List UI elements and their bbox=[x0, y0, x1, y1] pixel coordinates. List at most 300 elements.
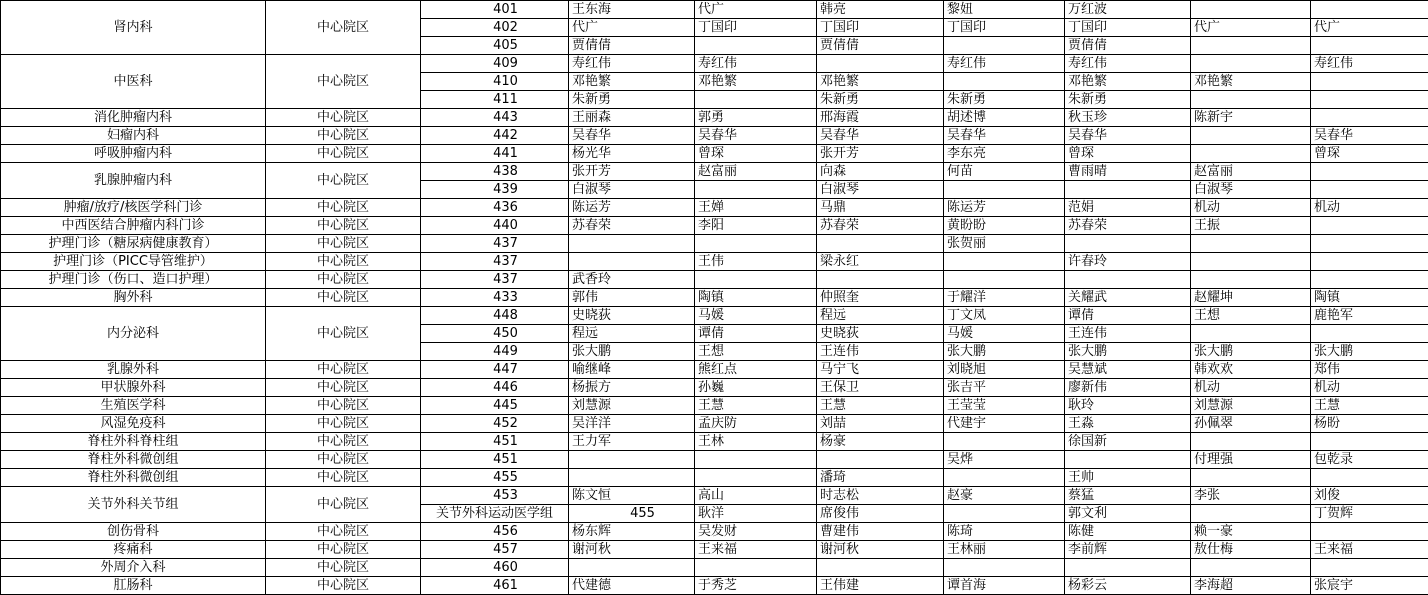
department-cell: 疼痛科 bbox=[1, 541, 266, 559]
campus-cell: 中心院区 bbox=[266, 217, 421, 235]
doctor-cell: 机动 bbox=[1191, 199, 1311, 217]
doctor-cell: 刘喆 bbox=[817, 415, 944, 433]
room-number-cell: 455 bbox=[569, 505, 695, 523]
table-row bbox=[1, 397, 1428, 415]
doctor-cell: 苏春荣 bbox=[569, 217, 695, 235]
doctor-cell: 刘俊 bbox=[1311, 487, 1428, 505]
doctor-cell: 郭勇 bbox=[695, 109, 817, 127]
doctor-cell: 范娟 bbox=[1065, 199, 1191, 217]
doctor-cell: 李东亮 bbox=[944, 145, 1065, 163]
doctor-cell bbox=[817, 55, 944, 73]
doctor-cell: 邓艳繁 bbox=[1065, 73, 1191, 91]
table-row bbox=[1, 487, 1428, 505]
doctor-cell: 耿玲 bbox=[1065, 397, 1191, 415]
doctor-cell: 程远 bbox=[569, 325, 695, 343]
doctor-cell bbox=[695, 469, 817, 487]
doctor-cell: 王来福 bbox=[1311, 541, 1428, 559]
doctor-cell: 丁文凤 bbox=[944, 307, 1065, 325]
doctor-cell: 陈新宇 bbox=[1191, 109, 1311, 127]
room-number-cell: 450 bbox=[421, 325, 569, 343]
doctor-cell bbox=[1311, 325, 1428, 343]
doctor-cell: 郭文利 bbox=[1065, 505, 1191, 523]
doctor-cell: 徐国新 bbox=[1065, 433, 1191, 451]
doctor-cell: 杨盼 bbox=[1311, 415, 1428, 433]
doctor-cell: 时志松 bbox=[817, 487, 944, 505]
department-cell: 胸外科 bbox=[1, 289, 266, 307]
doctor-cell: 张宸宇 bbox=[1311, 577, 1428, 595]
department-cell: 乳腺肿瘤内科 bbox=[1, 163, 266, 199]
table-row bbox=[1, 127, 1428, 145]
room-number-cell: 411 bbox=[421, 91, 569, 109]
department-cell: 肾内科 bbox=[1, 1, 266, 55]
doctor-cell bbox=[1191, 271, 1311, 289]
doctor-cell bbox=[695, 37, 817, 55]
doctor-cell: 于秀芝 bbox=[695, 577, 817, 595]
doctor-cell: 王力军 bbox=[569, 433, 695, 451]
doctor-cell: 曾琛 bbox=[695, 145, 817, 163]
doctor-cell: 白淑琴 bbox=[1191, 181, 1311, 199]
doctor-cell: 李前辉 bbox=[1065, 541, 1191, 559]
doctor-cell: 黎妞 bbox=[944, 1, 1065, 19]
doctor-cell: 邓艳繁 bbox=[569, 73, 695, 91]
doctor-cell: 寿红伟 bbox=[569, 55, 695, 73]
doctor-cell: 陈运芳 bbox=[944, 199, 1065, 217]
doctor-cell bbox=[1311, 181, 1428, 199]
doctor-cell: 曹建伟 bbox=[817, 523, 944, 541]
table-row bbox=[1, 109, 1428, 127]
table-row bbox=[1, 361, 1428, 379]
campus-cell: 中心院区 bbox=[266, 559, 421, 577]
campus-cell: 中心院区 bbox=[266, 469, 421, 487]
doctor-cell: 谭倩 bbox=[695, 325, 817, 343]
room-number-cell: 457 bbox=[421, 541, 569, 559]
doctor-cell bbox=[1065, 451, 1191, 469]
room-number-cell: 455 bbox=[421, 469, 569, 487]
room-number-cell: 446 bbox=[421, 379, 569, 397]
doctor-cell bbox=[1191, 37, 1311, 55]
department-cell: 脊柱外科微创组 bbox=[1, 469, 266, 487]
department-cell: 脊柱外科微创组 bbox=[1, 451, 266, 469]
doctor-cell bbox=[1065, 235, 1191, 253]
doctor-cell: 赵耀坤 bbox=[1191, 289, 1311, 307]
doctor-cell: 喻继峰 bbox=[569, 361, 695, 379]
campus-cell: 中心院区 bbox=[266, 577, 421, 595]
campus-cell: 中心院区 bbox=[266, 271, 421, 289]
doctor-cell bbox=[695, 235, 817, 253]
doctor-cell bbox=[1065, 271, 1191, 289]
doctor-cell: 朱新勇 bbox=[1065, 91, 1191, 109]
doctor-cell: 王慧 bbox=[1311, 397, 1428, 415]
campus-cell: 中心院区 bbox=[266, 235, 421, 253]
department-cell: 护理门诊（糖尿病健康教育） bbox=[1, 235, 266, 253]
doctor-cell: 胡述博 bbox=[944, 109, 1065, 127]
doctor-cell bbox=[1191, 91, 1311, 109]
doctor-cell bbox=[569, 469, 695, 487]
doctor-cell bbox=[695, 559, 817, 577]
doctor-cell: 吴洋洋 bbox=[569, 415, 695, 433]
doctor-cell: 朱新勇 bbox=[944, 91, 1065, 109]
doctor-cell: 张大鹏 bbox=[569, 343, 695, 361]
room-number-cell: 405 bbox=[421, 37, 569, 55]
doctor-cell: 王丽森 bbox=[569, 109, 695, 127]
doctor-cell: 关耀武 bbox=[1065, 289, 1191, 307]
doctor-cell: 王振 bbox=[1191, 217, 1311, 235]
doctor-cell: 机动 bbox=[1311, 199, 1428, 217]
table-row bbox=[1, 271, 1428, 289]
doctor-cell: 张开芳 bbox=[569, 163, 695, 181]
doctor-cell: 王淼 bbox=[1065, 415, 1191, 433]
doctor-cell: 陈健 bbox=[1065, 523, 1191, 541]
doctor-cell: 史晓荻 bbox=[569, 307, 695, 325]
room-number-cell: 439 bbox=[421, 181, 569, 199]
doctor-cell: 张贺丽 bbox=[944, 235, 1065, 253]
department-cell: 护理门诊（伤口、造口护理） bbox=[1, 271, 266, 289]
doctor-cell: 史晓荻 bbox=[817, 325, 944, 343]
department-cell: 乳腺外科 bbox=[1, 361, 266, 379]
campus-cell: 中心院区 bbox=[266, 1, 421, 55]
doctor-cell: 李海超 bbox=[1191, 577, 1311, 595]
room-number-cell: 448 bbox=[421, 307, 569, 325]
doctor-cell: 孙佩翠 bbox=[1191, 415, 1311, 433]
room-number-cell: 440 bbox=[421, 217, 569, 235]
doctor-cell bbox=[1311, 253, 1428, 271]
doctor-cell: 丁国印 bbox=[695, 19, 817, 37]
doctor-cell bbox=[695, 451, 817, 469]
doctor-cell: 王林丽 bbox=[944, 541, 1065, 559]
doctor-cell: 王连伟 bbox=[1065, 325, 1191, 343]
doctor-cell: 刘慧源 bbox=[569, 397, 695, 415]
table-row bbox=[1, 163, 1428, 181]
doctor-cell: 丁国印 bbox=[944, 19, 1065, 37]
doctor-cell: 代广 bbox=[1311, 19, 1428, 37]
doctor-cell: 曹雨晴 bbox=[1065, 163, 1191, 181]
doctor-cell: 吴慧斌 bbox=[1065, 361, 1191, 379]
doctor-cell: 秋玉珍 bbox=[1065, 109, 1191, 127]
doctor-cell bbox=[1191, 325, 1311, 343]
doctor-cell: 韩欢欢 bbox=[1191, 361, 1311, 379]
doctor-cell: 张开芳 bbox=[817, 145, 944, 163]
table-row bbox=[1, 199, 1428, 217]
doctor-cell: 丁国印 bbox=[817, 19, 944, 37]
doctor-cell: 张大鹏 bbox=[1311, 343, 1428, 361]
table-row bbox=[1, 379, 1428, 397]
room-number-cell: 451 bbox=[421, 451, 569, 469]
doctor-cell: 敖仕梅 bbox=[1191, 541, 1311, 559]
doctor-cell: 曾琛 bbox=[1065, 145, 1191, 163]
room-number-cell: 437 bbox=[421, 235, 569, 253]
doctor-cell: 刘慧源 bbox=[1191, 397, 1311, 415]
doctor-cell: 熊红点 bbox=[695, 361, 817, 379]
table-row bbox=[1, 469, 1428, 487]
doctor-cell: 邓艳繁 bbox=[1191, 73, 1311, 91]
doctor-cell: 武香玲 bbox=[569, 271, 695, 289]
campus-cell: 中心院区 bbox=[266, 127, 421, 145]
doctor-cell: 潘琦 bbox=[817, 469, 944, 487]
doctor-cell: 王东海 bbox=[569, 1, 695, 19]
table-row bbox=[1, 451, 1428, 469]
doctor-cell: 邓艳繁 bbox=[695, 73, 817, 91]
campus-cell: 中心院区 bbox=[266, 289, 421, 307]
doctor-cell bbox=[1311, 109, 1428, 127]
doctor-cell bbox=[817, 559, 944, 577]
doctor-cell bbox=[695, 271, 817, 289]
department-cell: 关节外科关节组 bbox=[1, 487, 266, 523]
doctor-cell: 朱新勇 bbox=[817, 91, 944, 109]
doctor-cell: 王连伟 bbox=[817, 343, 944, 361]
doctor-cell: 曾琛 bbox=[1311, 145, 1428, 163]
table-row bbox=[1, 289, 1428, 307]
room-number-cell: 410 bbox=[421, 73, 569, 91]
doctor-cell: 马媛 bbox=[944, 325, 1065, 343]
department-cell: 生殖医学科 bbox=[1, 397, 266, 415]
doctor-cell: 吴春华 bbox=[569, 127, 695, 145]
campus-cell: 中心院区 bbox=[266, 109, 421, 127]
doctor-cell: 刘晓旭 bbox=[944, 361, 1065, 379]
doctor-cell: 向森 bbox=[817, 163, 944, 181]
doctor-cell bbox=[1191, 433, 1311, 451]
room-number-cell: 437 bbox=[421, 253, 569, 271]
doctor-cell: 邓艳繁 bbox=[817, 73, 944, 91]
doctor-cell bbox=[1311, 271, 1428, 289]
doctor-cell: 韩亮 bbox=[817, 1, 944, 19]
doctor-cell: 张大鹏 bbox=[1191, 343, 1311, 361]
campus-cell: 中心院区 bbox=[266, 487, 421, 523]
doctor-cell: 代建宇 bbox=[944, 415, 1065, 433]
doctor-cell: 李阳 bbox=[695, 217, 817, 235]
doctor-cell bbox=[944, 559, 1065, 577]
doctor-cell: 吴春华 bbox=[944, 127, 1065, 145]
doctor-cell: 寿红伟 bbox=[1311, 55, 1428, 73]
room-number-cell: 442 bbox=[421, 127, 569, 145]
doctor-cell: 梁永红 bbox=[817, 253, 944, 271]
doctor-cell: 丁贺辉 bbox=[1311, 505, 1428, 523]
doctor-cell: 寿红伟 bbox=[944, 55, 1065, 73]
campus-cell: 中心院区 bbox=[266, 199, 421, 217]
doctor-cell: 代广 bbox=[1191, 19, 1311, 37]
doctor-cell: 谭首海 bbox=[944, 577, 1065, 595]
room-number-cell: 447 bbox=[421, 361, 569, 379]
table-row bbox=[1, 541, 1428, 559]
doctor-cell: 杨光华 bbox=[569, 145, 695, 163]
doctor-cell bbox=[944, 73, 1065, 91]
doctor-cell: 王伟建 bbox=[817, 577, 944, 595]
doctor-cell: 鹿艳军 bbox=[1311, 307, 1428, 325]
doctor-cell: 张吉平 bbox=[944, 379, 1065, 397]
room-number-cell: 437 bbox=[421, 271, 569, 289]
doctor-cell: 王慧 bbox=[695, 397, 817, 415]
doctor-cell: 杨振方 bbox=[569, 379, 695, 397]
table-row bbox=[1, 145, 1428, 163]
doctor-cell: 丁国印 bbox=[1065, 19, 1191, 37]
department-cell: 中西医结合肿瘤内科门诊 bbox=[1, 217, 266, 235]
doctor-cell: 付理强 bbox=[1191, 451, 1311, 469]
doctor-cell: 吴发财 bbox=[695, 523, 817, 541]
doctor-cell bbox=[1191, 127, 1311, 145]
campus-cell: 中心院区 bbox=[266, 253, 421, 271]
doctor-cell bbox=[944, 253, 1065, 271]
doctor-cell bbox=[1311, 235, 1428, 253]
room-number-cell: 452 bbox=[421, 415, 569, 433]
doctor-cell: 郑伟 bbox=[1311, 361, 1428, 379]
campus-cell: 中心院区 bbox=[266, 523, 421, 541]
doctor-cell bbox=[817, 451, 944, 469]
campus-cell: 中心院区 bbox=[266, 163, 421, 199]
department-cell: 肿瘤/放疗/核医学科门诊 bbox=[1, 199, 266, 217]
department-cell: 消化肿瘤内科 bbox=[1, 109, 266, 127]
doctor-cell bbox=[569, 559, 695, 577]
doctor-cell: 贾倩倩 bbox=[817, 37, 944, 55]
doctor-cell: 何苗 bbox=[944, 163, 1065, 181]
table-row bbox=[1, 307, 1428, 325]
doctor-cell: 代广 bbox=[695, 1, 817, 19]
doctor-cell bbox=[1311, 91, 1428, 109]
doctor-cell bbox=[944, 37, 1065, 55]
doctor-cell: 吴春华 bbox=[817, 127, 944, 145]
doctor-cell bbox=[1311, 559, 1428, 577]
doctor-cell: 包乾录 bbox=[1311, 451, 1428, 469]
doctor-cell: 机动 bbox=[1311, 379, 1428, 397]
room-number-cell: 438 bbox=[421, 163, 569, 181]
doctor-cell bbox=[1191, 145, 1311, 163]
department-cell: 关节外科运动医学组 bbox=[421, 505, 569, 523]
doctor-cell: 白淑琴 bbox=[817, 181, 944, 199]
doctor-cell: 王想 bbox=[1191, 307, 1311, 325]
doctor-cell: 邢海霞 bbox=[817, 109, 944, 127]
doctor-cell: 马媛 bbox=[695, 307, 817, 325]
doctor-cell: 张大鹏 bbox=[944, 343, 1065, 361]
room-number-cell: 449 bbox=[421, 343, 569, 361]
department-cell: 妇瘤内科 bbox=[1, 127, 266, 145]
doctor-cell: 谢河秋 bbox=[569, 541, 695, 559]
doctor-cell: 郭伟 bbox=[569, 289, 695, 307]
doctor-cell: 贾倩倩 bbox=[569, 37, 695, 55]
doctor-cell: 寿红伟 bbox=[695, 55, 817, 73]
schedule-body bbox=[1, 1, 1428, 595]
table-row bbox=[1, 217, 1428, 235]
doctor-cell bbox=[1191, 469, 1311, 487]
department-cell: 脊柱外科脊柱组 bbox=[1, 433, 266, 451]
department-cell: 外周介入科 bbox=[1, 559, 266, 577]
table-row bbox=[1, 559, 1428, 577]
table-row bbox=[1, 577, 1428, 595]
doctor-cell: 孙巍 bbox=[695, 379, 817, 397]
room-number-cell: 456 bbox=[421, 523, 569, 541]
campus-cell: 中心院区 bbox=[266, 55, 421, 109]
table-row bbox=[1, 235, 1428, 253]
doctor-cell: 李张 bbox=[1191, 487, 1311, 505]
doctor-cell bbox=[1311, 523, 1428, 541]
room-number-cell: 433 bbox=[421, 289, 569, 307]
doctor-cell bbox=[1065, 181, 1191, 199]
doctor-cell: 耿洋 bbox=[695, 505, 817, 523]
department-cell: 肛肠科 bbox=[1, 577, 266, 595]
department-cell: 内分泌科 bbox=[1, 307, 266, 361]
doctor-cell: 谭倩 bbox=[1065, 307, 1191, 325]
doctor-cell bbox=[1311, 37, 1428, 55]
department-cell: 创伤骨科 bbox=[1, 523, 266, 541]
doctor-cell bbox=[1311, 163, 1428, 181]
doctor-cell: 黄盼盼 bbox=[944, 217, 1065, 235]
doctor-cell: 王来福 bbox=[695, 541, 817, 559]
doctor-cell: 马宁飞 bbox=[817, 361, 944, 379]
doctor-cell: 廖新伟 bbox=[1065, 379, 1191, 397]
doctor-cell: 万红波 bbox=[1065, 1, 1191, 19]
doctor-cell bbox=[1191, 505, 1311, 523]
doctor-cell: 吴春华 bbox=[1311, 127, 1428, 145]
room-number-cell: 436 bbox=[421, 199, 569, 217]
doctor-cell: 贾倩倩 bbox=[1065, 37, 1191, 55]
doctor-cell: 赵富丽 bbox=[1191, 163, 1311, 181]
doctor-cell: 谢河秋 bbox=[817, 541, 944, 559]
campus-cell: 中心院区 bbox=[266, 415, 421, 433]
doctor-cell bbox=[1191, 55, 1311, 73]
table-row bbox=[1, 253, 1428, 271]
doctor-cell: 吴烨 bbox=[944, 451, 1065, 469]
doctor-cell: 仲照奎 bbox=[817, 289, 944, 307]
room-number-cell: 443 bbox=[421, 109, 569, 127]
doctor-cell bbox=[944, 505, 1065, 523]
doctor-cell: 吴春华 bbox=[695, 127, 817, 145]
doctor-cell: 王帅 bbox=[1065, 469, 1191, 487]
room-number-cell: 451 bbox=[421, 433, 569, 451]
doctor-cell: 王保卫 bbox=[817, 379, 944, 397]
doctor-cell bbox=[569, 253, 695, 271]
doctor-cell: 陈文恒 bbox=[569, 487, 695, 505]
campus-cell: 中心院区 bbox=[266, 361, 421, 379]
doctor-cell bbox=[944, 181, 1065, 199]
doctor-cell bbox=[569, 235, 695, 253]
doctor-cell: 于耀洋 bbox=[944, 289, 1065, 307]
doctor-cell: 孟庆防 bbox=[695, 415, 817, 433]
doctor-cell: 王莹莹 bbox=[944, 397, 1065, 415]
campus-cell: 中心院区 bbox=[266, 541, 421, 559]
doctor-cell bbox=[1191, 253, 1311, 271]
room-number-cell: 441 bbox=[421, 145, 569, 163]
doctor-cell bbox=[695, 181, 817, 199]
doctor-cell: 王婵 bbox=[695, 199, 817, 217]
table-row bbox=[1, 433, 1428, 451]
doctor-cell bbox=[944, 469, 1065, 487]
doctor-cell bbox=[817, 235, 944, 253]
department-cell: 甲状腺外科 bbox=[1, 379, 266, 397]
room-number-cell: 409 bbox=[421, 55, 569, 73]
doctor-cell bbox=[1065, 559, 1191, 577]
doctor-cell bbox=[1191, 235, 1311, 253]
doctor-cell: 朱新勇 bbox=[569, 91, 695, 109]
room-number-cell: 453 bbox=[421, 487, 569, 505]
campus-cell: 中心院区 bbox=[266, 433, 421, 451]
doctor-cell: 席俊伟 bbox=[817, 505, 944, 523]
doctor-cell: 陈运芳 bbox=[569, 199, 695, 217]
doctor-cell: 许春玲 bbox=[1065, 253, 1191, 271]
doctor-cell: 高山 bbox=[695, 487, 817, 505]
doctor-cell bbox=[1191, 1, 1311, 19]
doctor-cell: 吴春华 bbox=[1065, 127, 1191, 145]
doctor-cell: 杨彩云 bbox=[1065, 577, 1191, 595]
doctor-cell: 王伟 bbox=[695, 253, 817, 271]
doctor-cell: 马鼎 bbox=[817, 199, 944, 217]
campus-cell: 中心院区 bbox=[266, 397, 421, 415]
doctor-cell: 陈琦 bbox=[944, 523, 1065, 541]
doctor-cell bbox=[944, 271, 1065, 289]
doctor-cell: 赵富丽 bbox=[695, 163, 817, 181]
doctor-cell: 杨豪 bbox=[817, 433, 944, 451]
doctor-cell bbox=[1311, 1, 1428, 19]
doctor-cell bbox=[569, 451, 695, 469]
department-cell: 呼吸肿瘤内科 bbox=[1, 145, 266, 163]
doctor-cell: 赵豪 bbox=[944, 487, 1065, 505]
room-number-cell: 402 bbox=[421, 19, 569, 37]
